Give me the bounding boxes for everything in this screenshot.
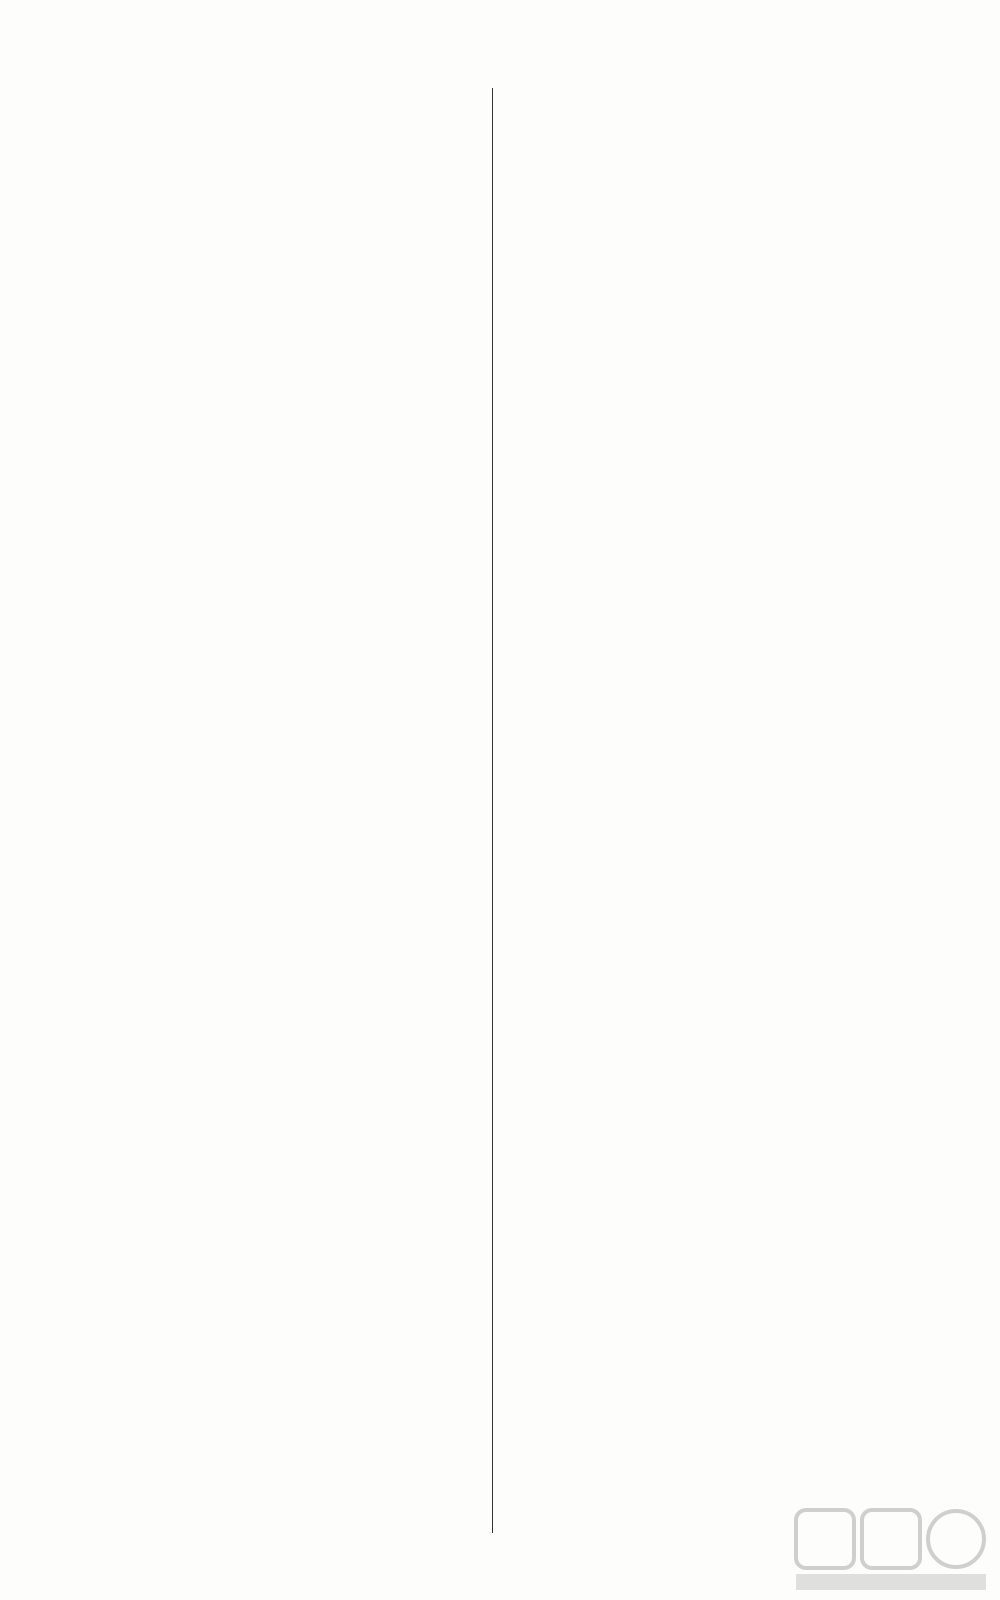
column-divider [492, 88, 493, 1533]
site-logo-icon [792, 1504, 992, 1594]
left-column [34, 84, 480, 88]
